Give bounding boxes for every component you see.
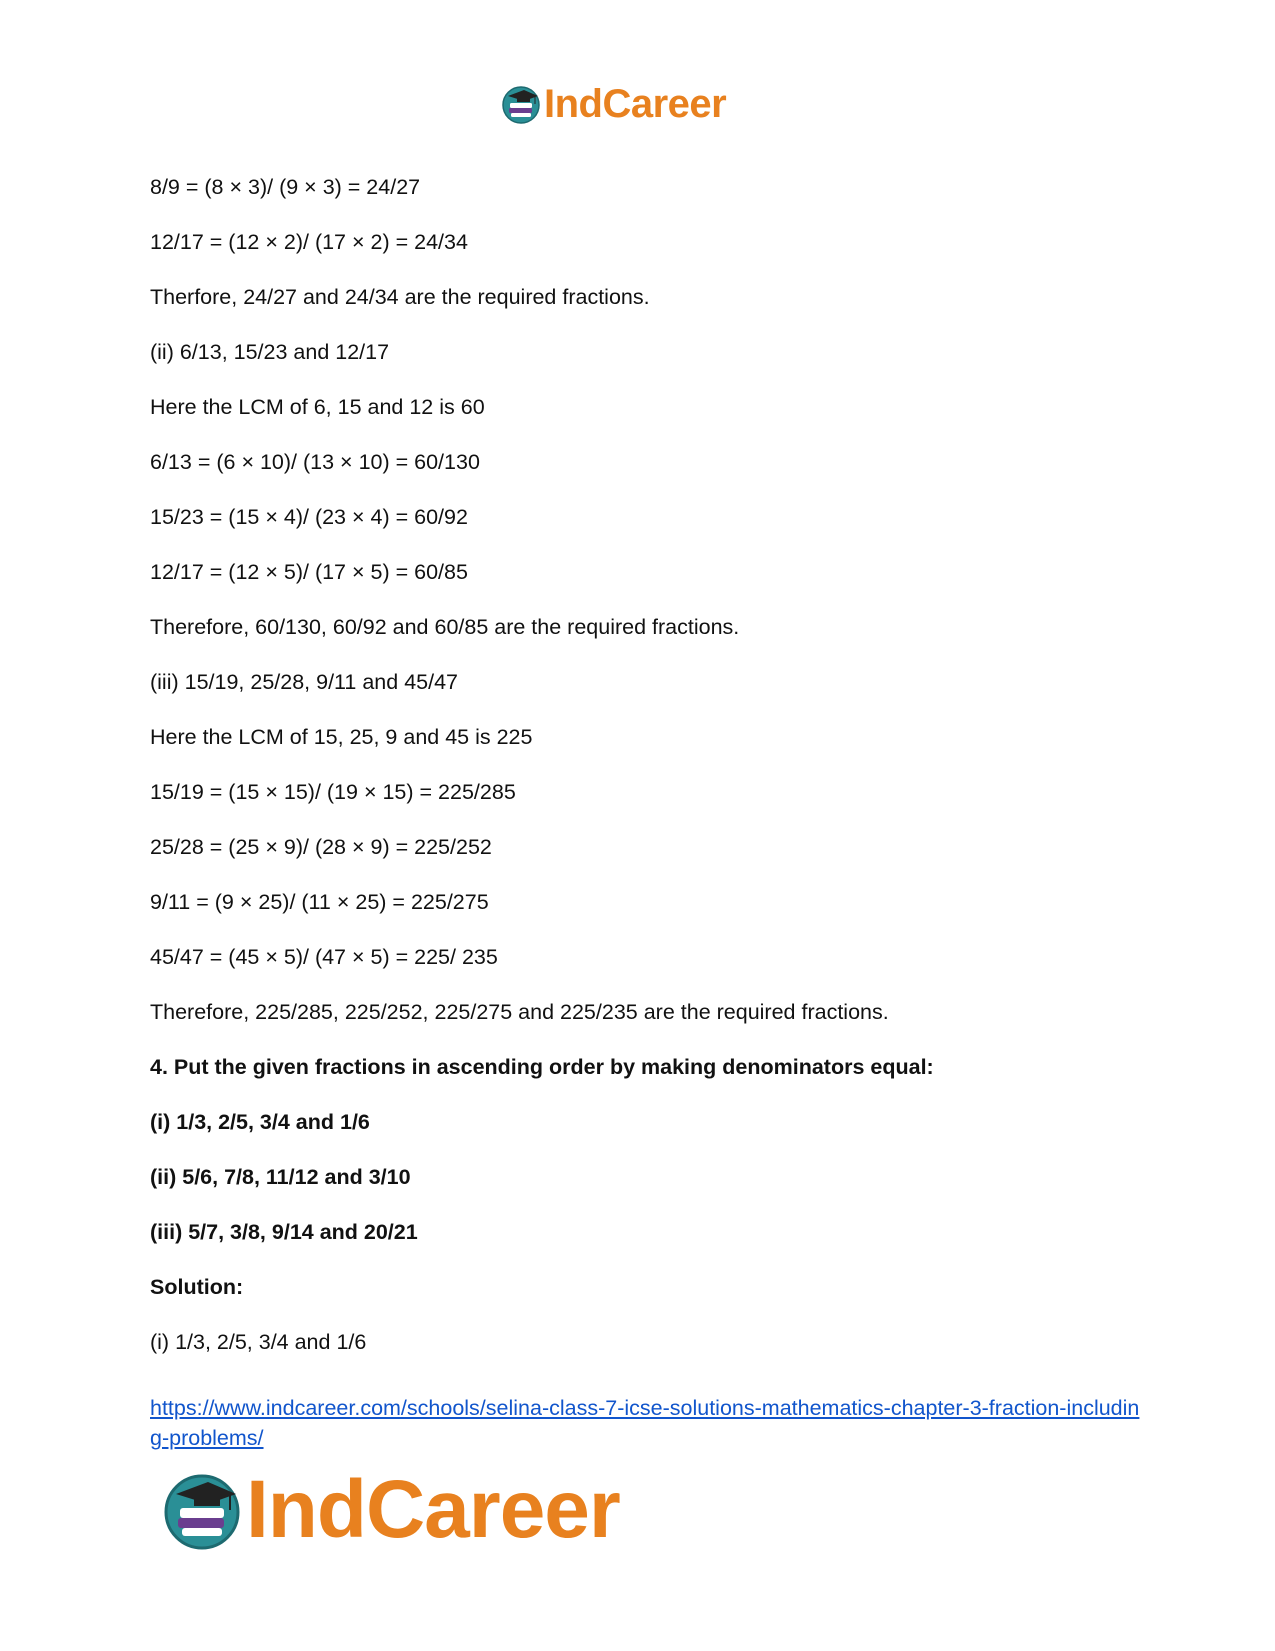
text-line: 12/17 = (12 × 5)/ (17 × 5) = 60/85 xyxy=(150,560,468,584)
solution-line: (i) 1/3, 2/5, 3/4 and 1/6 xyxy=(150,1330,367,1354)
question-part: (ii) 5/6, 7/8, 11/12 and 3/10 xyxy=(150,1165,411,1189)
text-line: 8/9 = (8 × 3)/ (9 × 3) = 24/27 xyxy=(150,175,421,199)
text-line: Therefore, 60/130, 60/92 and 60/85 are the required fractions. xyxy=(150,615,740,639)
text-line: 12/17 = (12 × 2)/ (17 × 2) = 24/34 xyxy=(150,230,468,254)
text-line: 25/28 = (25 × 9)/ (28 × 9) = 225/252 xyxy=(150,835,492,859)
text-line: 9/11 = (9 × 25)/ (11 × 25) = 225/275 xyxy=(150,890,489,914)
header-logo xyxy=(500,80,726,128)
text-line: 45/47 = (45 × 5)/ (47 × 5) = 225/ 235 xyxy=(150,945,498,969)
text-line: Here the LCM of 15, 25, 9 and 45 is 225 xyxy=(150,725,533,749)
question-part: (iii) 5/7, 3/8, 9/14 and 20/21 xyxy=(150,1220,418,1244)
logo-wordmark: IndCareer xyxy=(544,82,727,126)
solution-label: Solution: xyxy=(150,1275,244,1299)
text-line: (iii) 15/19, 25/28, 9/11 and 45/47 xyxy=(150,670,458,694)
footer-logo xyxy=(160,1462,620,1558)
question-title: 4. Put the given fractions in ascending order by making denominators equal: xyxy=(150,1055,934,1079)
text-line: Therfore, 24/27 and 24/34 are the required fractions. xyxy=(150,285,650,309)
text-line: (ii) 6/13, 15/23 and 12/17 xyxy=(150,340,390,364)
question-part: (i) 1/3, 2/5, 3/4 and 1/6 xyxy=(150,1110,370,1134)
logo-wordmark: IndCareer xyxy=(246,1464,620,1555)
text-line: 6/13 = (6 × 10)/ (13 × 10) = 60/130 xyxy=(150,450,480,474)
text-line: 15/23 = (15 × 4)/ (23 × 4) = 60/92 xyxy=(150,505,468,529)
text-line: Therefore, 225/285, 225/252, 225/275 and 225/235 are the required fractions. xyxy=(150,1000,889,1024)
document-body xyxy=(150,174,1130,1384)
text-line: 15/19 = (15 × 15)/ (19 × 15) = 225/285 xyxy=(150,780,516,804)
graduation-cap-books-globe-icon xyxy=(500,83,542,125)
source-link[interactable]: https://www.indcareer.com/schools/selina-class-7-icse-solutions-mathematics-chapter-3-fraction-including-problems/ xyxy=(150,1396,1140,1450)
graduation-cap-books-globe-icon xyxy=(160,1468,244,1552)
text-line: Here the LCM of 6, 15 and 12 is 60 xyxy=(150,395,485,419)
